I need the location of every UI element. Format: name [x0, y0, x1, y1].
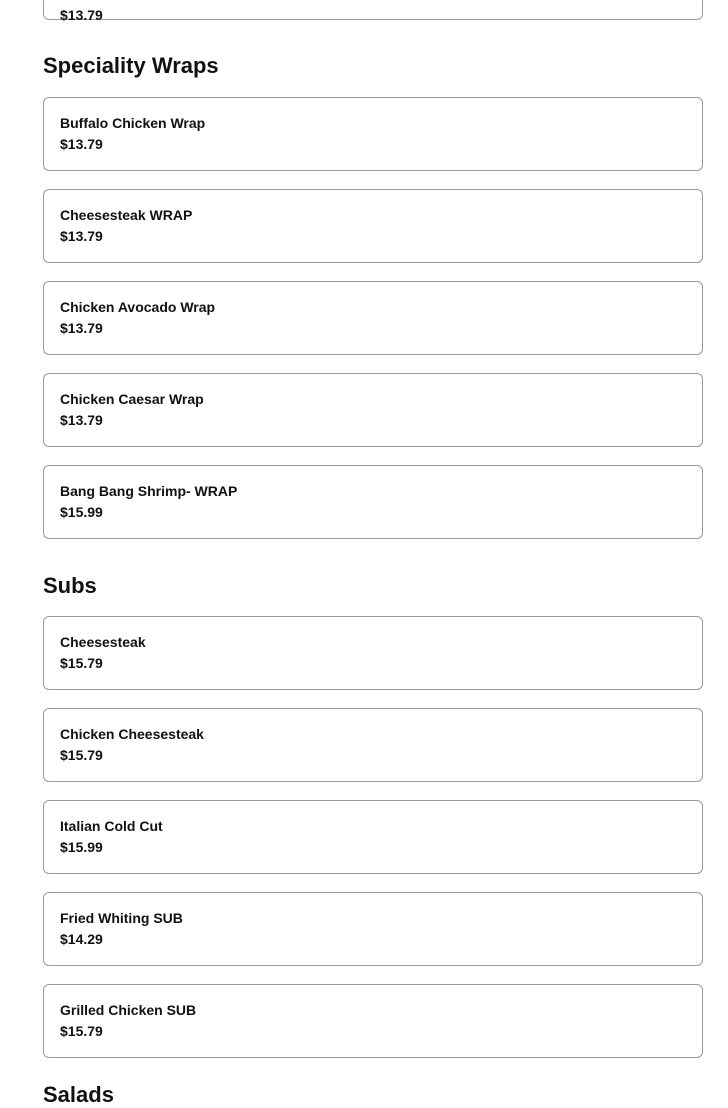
menu-item-card[interactable]: [43, 465, 703, 539]
menu-item-card[interactable]: [43, 892, 703, 966]
menu-item-name: Cheesesteak: [60, 634, 146, 650]
menu-item-price: $15.79: [60, 747, 103, 763]
menu-item-card[interactable]: [43, 708, 703, 782]
menu-item-price: $13.79: [60, 136, 103, 152]
menu-item-name: Cheesesteak WRAP: [60, 207, 193, 223]
menu-item-card[interactable]: [43, 373, 703, 447]
menu-item-card[interactable]: [43, 281, 703, 355]
menu-item-card[interactable]: [43, 800, 703, 874]
menu-item-name: Italian Cold Cut: [60, 818, 163, 834]
menu-item-price: $15.99: [60, 839, 103, 855]
menu-item-name: Chicken Caesar Wrap: [60, 391, 204, 407]
section-title-subs: Subs: [43, 573, 97, 598]
section-title-speciality-wraps: Speciality Wraps: [43, 53, 219, 78]
menu-item-price: $13.79: [60, 412, 103, 428]
menu-item-name: Bang Bang Shrimp- WRAP: [60, 483, 238, 499]
menu-item-card[interactable]: [43, 189, 703, 263]
menu-item-price: $13.79: [60, 228, 103, 244]
menu-item-price: $14.29: [60, 931, 103, 947]
menu-item-name: Chicken Avocado Wrap: [60, 299, 216, 315]
menu-item-name: Buffalo Chicken Wrap: [60, 115, 206, 131]
menu-item-price: $15.79: [60, 1023, 103, 1039]
menu-item-card-cut[interactable]: [43, 0, 703, 23]
menu-item-price: $15.99: [60, 504, 103, 520]
menu-item-card[interactable]: [43, 984, 703, 1058]
menu-item-card[interactable]: [43, 616, 703, 690]
menu-item-price: $15.79: [60, 655, 103, 671]
section-title-next: Salads: [43, 1082, 114, 1107]
menu-item-name: Fried Whiting SUB: [60, 910, 183, 926]
menu-item-price: $13.79: [60, 320, 103, 336]
menu-item-name: Chicken Cheesesteak: [60, 726, 204, 742]
menu-item-card[interactable]: [43, 97, 703, 171]
menu-item-price: $13.79: [60, 7, 103, 23]
menu-item-name: Grilled Chicken SUB: [60, 1002, 197, 1018]
